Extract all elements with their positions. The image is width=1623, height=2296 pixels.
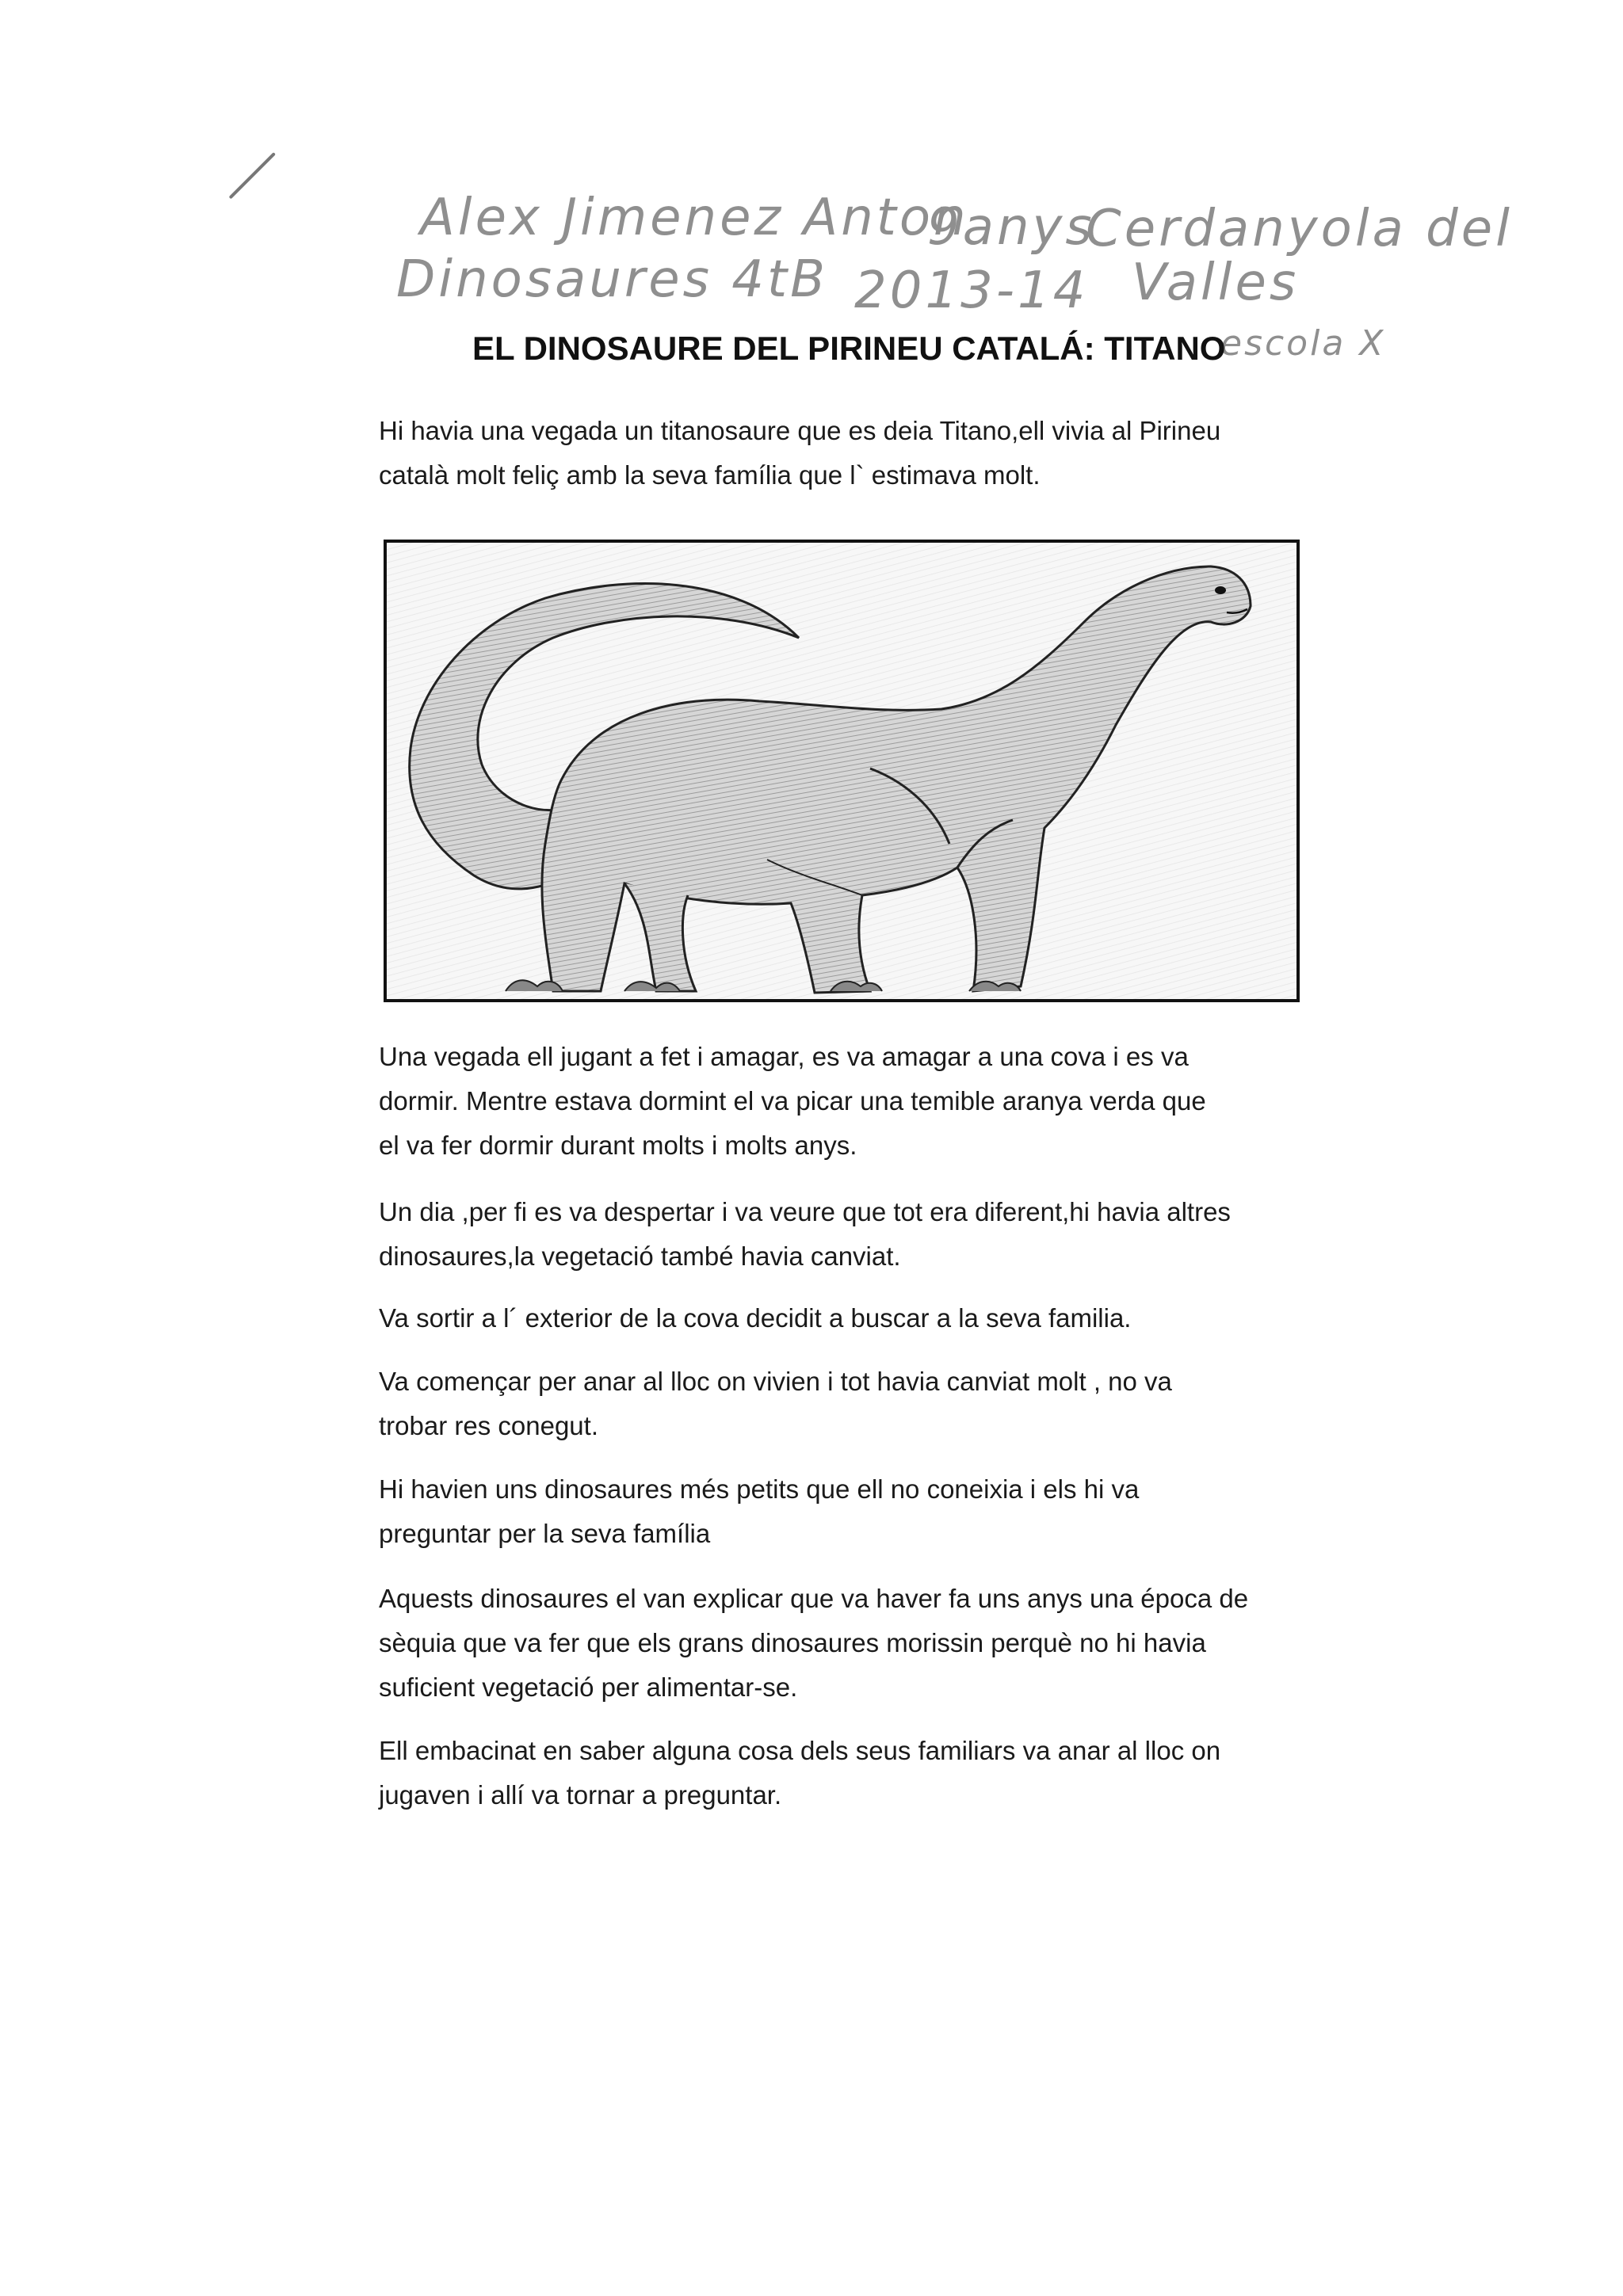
story-line: Una vegada ell jugant a fet i amagar, es va amagar a una cova i es va [379,1042,1189,1071]
story-paragraph [379,1035,1330,1168]
story-paragraph [379,1577,1330,1710]
story-line: suficient vegetació per alimentar-se. [379,1672,798,1702]
story-line: dinosaures,la vegetació també havia canviat. [379,1241,901,1271]
handwritten-town-line1: Cerdanyola del [1086,200,1513,258]
story-title: EL DINOSAURE DEL PIRINEU CATALÁ: TITANO [472,330,1226,367]
pencil-stroke-mark [229,152,276,199]
intro-line: català molt feliç amb la seva família que l` estimava molt. [379,460,1041,490]
story-line: Un dia ,per fi es va despertar i va veure que tot era diferent,hi havia altres [379,1197,1231,1226]
handwritten-name: Alex Jimenez Anton [420,189,969,247]
handwritten-class: Dinosaures 4tB [396,250,828,309]
story-line: el va fer dormir durant molts i molts anys. [379,1131,857,1160]
story-line: Aquests dinosaures el van explicar que va haver fa uns anys una época de [379,1584,1249,1613]
story-line: preguntar per la seva família [379,1519,711,1548]
story-line: sèquia que va fer que els grans dinosaures morissin perquè no hi havia [379,1628,1206,1657]
story-line: Va sortir a l´ exterior de la cova decidit a buscar a la seva familia. [379,1303,1132,1333]
story-line: dormir. Mentre estava dormint el va picar una temible aranya verda que [379,1086,1206,1116]
handwritten-school: escola X [1220,323,1386,364]
dinosaur-drawing-icon [387,543,1296,999]
story-line: Ell embacinat en saber alguna cosa dels seus familiars va anar al lloc on [379,1736,1221,1765]
intro-line: Hi havia una vegada un titanosaure que es deia Titano,ell vivia al Pirineu [379,416,1221,445]
handwritten-town-line2: Valles [1132,254,1300,312]
dinosaur-illustration [384,540,1300,1002]
story-paragraph [379,1190,1330,1279]
story-line: Hi havien uns dinosaures més petits que ell no coneixia i els hi va [379,1474,1140,1504]
eye-shape [1215,586,1226,594]
story-paragraph [379,1467,1330,1556]
story-paragraph [379,1360,1330,1448]
story-line: Va començar per anar al lloc on vivien i tot havia canviat molt , no va [379,1367,1172,1396]
handwritten-year: 2013-14 [854,261,1089,320]
story-paragraph [379,1729,1330,1817]
story-line: jugaven i allí va tornar a preguntar. [379,1780,782,1810]
story-line: trobar res conegut. [379,1411,598,1440]
handwritten-age: 9anys [927,198,1095,257]
intro-paragraph [379,409,1330,498]
story-paragraph [379,1296,1330,1341]
